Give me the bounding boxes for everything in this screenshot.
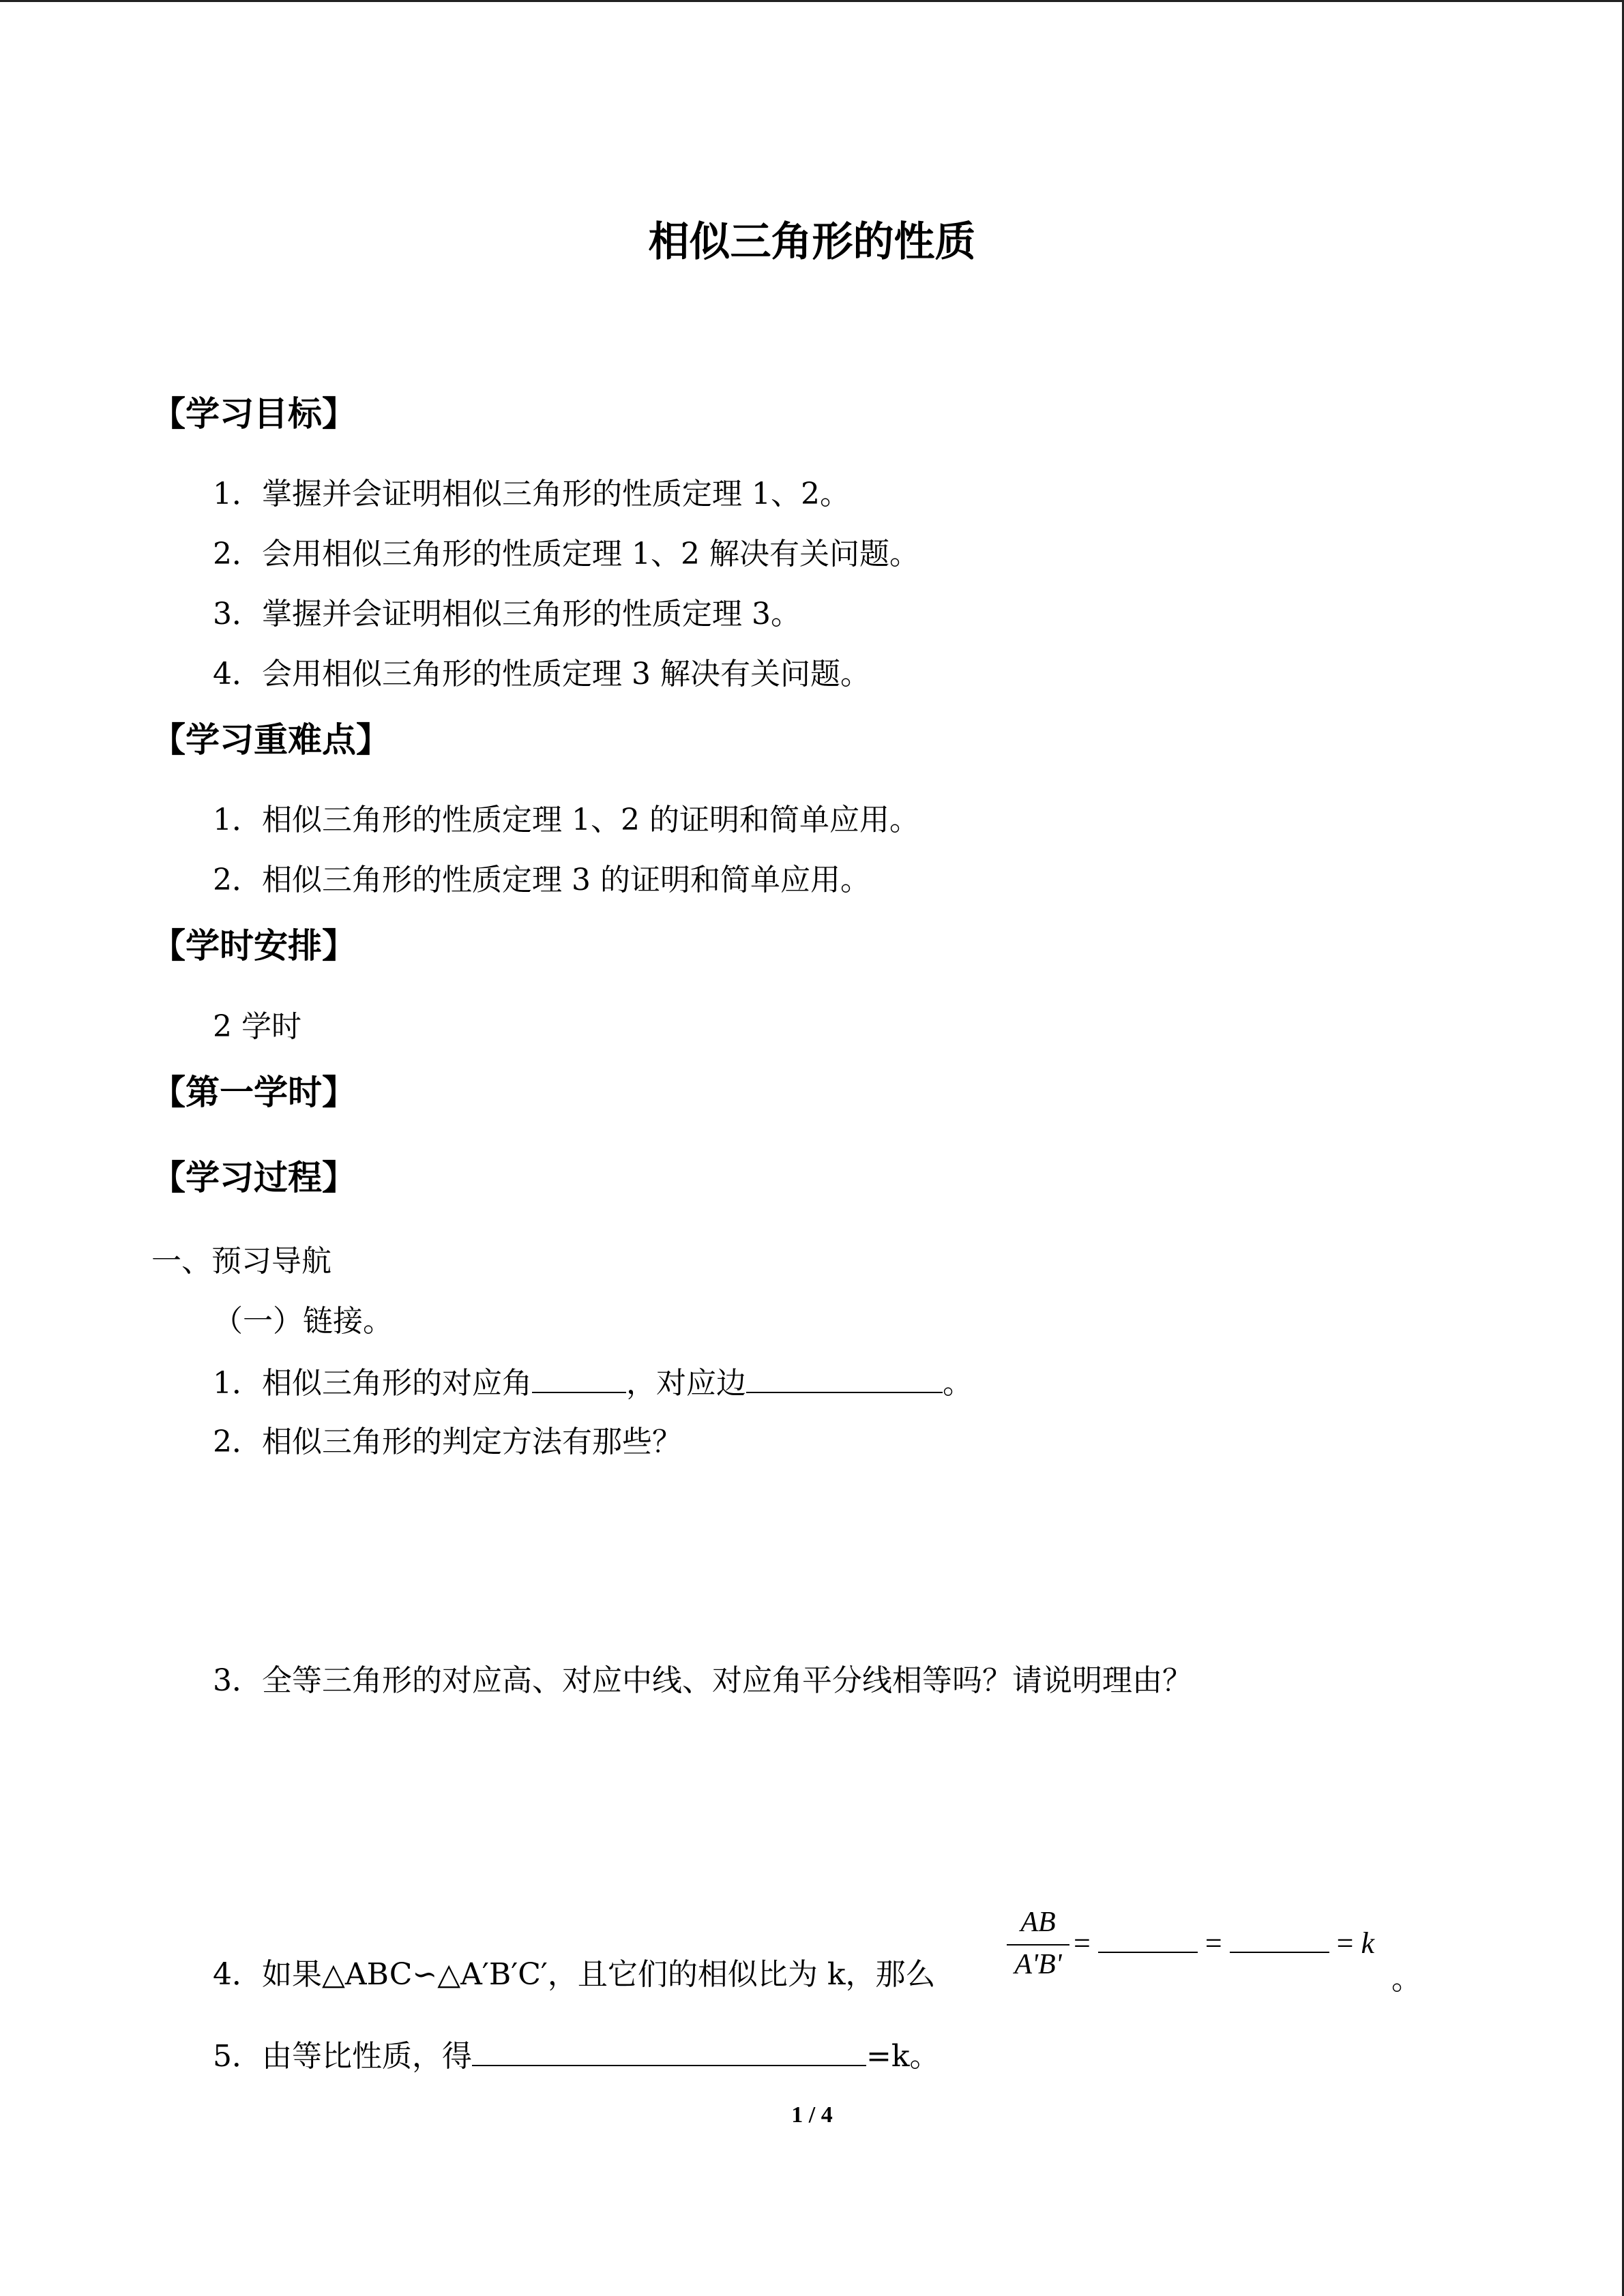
question-2: 2．相似三角形的判定方法有那些？ [213,1425,682,1459]
objective-item: 2．会用相似三角形的性质定理 1、2 解决有关问题。 [213,537,919,571]
key-point-item: 1．相似三角形的性质定理 1、2 的证明和简单应用。 [213,803,919,837]
equals-sign: = [1205,1926,1222,1960]
subsection-link: （一）链接。 [213,1304,393,1339]
heading-first-period: 【第一学时】 [151,1073,356,1112]
question-1-text-c: 。 [943,1366,973,1401]
equals-sign: = [1336,1926,1354,1960]
question-4-end: 。 [1391,1962,1421,1997]
objective-item: 3．掌握并会证明相似三角形的性质定理 3。 [213,597,801,631]
heading-schedule: 【学时安排】 [151,926,356,966]
heading-key-points: 【学习重难点】 [151,720,390,760]
objective-item: 4．会用相似三角形的性质定理 3 解决有关问题。 [213,657,870,691]
ratio-equation [1074,1924,1374,1960]
question-1-text-a: 1．相似三角形的对应角 [213,1366,532,1401]
schedule-text: 2 学时 [213,1009,301,1044]
equals-sign: = [1074,1926,1091,1960]
question-5-text-b: =k。 [866,2039,940,2074]
question-3: 3．全等三角形的对应高、对应中线、对应角平分线相等吗？请说明理由？ [213,1663,1192,1698]
answer-blank[interactable] [746,1362,943,1393]
fraction-numerator: AB [1020,1907,1056,1938]
page-number: 1 / 4 [791,2102,833,2128]
key-point-item: 2．相似三角形的性质定理 3 的证明和简单应用。 [213,863,870,897]
answer-blank[interactable] [472,2035,866,2066]
question-5 [213,2035,940,2077]
answer-blank[interactable] [1098,1924,1198,1953]
question-4-text: 4．如果△ABC∽△A′B′C′，且它们的相似比为 k，那么 [213,1957,936,1992]
section-preview: 一、预习导航 [151,1244,331,1279]
fraction-bar [1007,1944,1069,1945]
objective-item: 1．掌握并会证明相似三角形的性质定理 1、2。 [213,477,850,511]
top-border [0,0,1624,2]
ratio-k: k [1361,1926,1375,1960]
answer-blank[interactable] [1230,1924,1329,1953]
question-1 [213,1362,973,1404]
answer-blank[interactable] [532,1362,626,1393]
question-1-text-b: ，对应边 [626,1366,746,1401]
heading-objectives: 【学习目标】 [151,394,356,434]
page-title: 相似三角形的性质 [648,218,976,266]
fraction-denominator: A'B' [1014,1949,1062,1980]
question-5-text-a: 5．由等比性质，得 [213,2039,472,2074]
heading-process: 【学习过程】 [151,1158,356,1197]
